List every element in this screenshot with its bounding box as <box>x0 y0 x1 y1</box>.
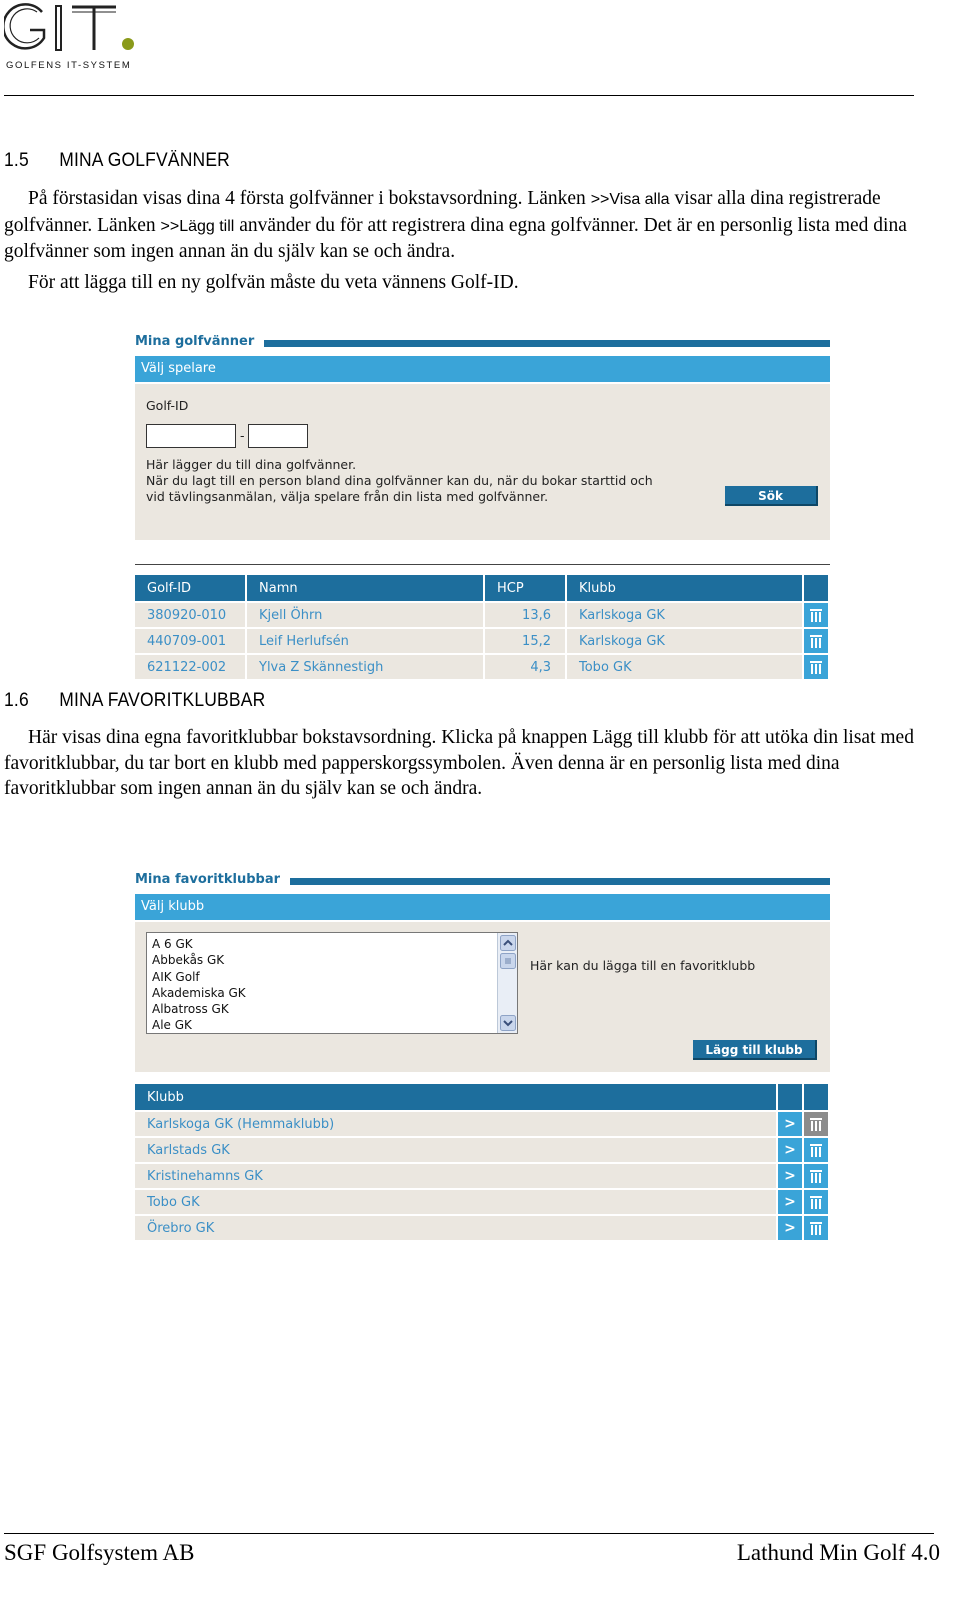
open-club-button[interactable] <box>778 1110 804 1136</box>
clubs-description-text: Här visas dina egna favoritklubbar bokstavsordning. Klicka på knappen Lägg till klubb för att utöka din lisat med favoritklubbar, du tar bort en klubb med papperskorgssymbolen. Även denna är en personlig lista med dina favoritklubbar som ingen annan än du själv kan se och ändra. <box>4 727 914 799</box>
golf-id-cell[interactable]: 621122-002 <box>135 653 247 679</box>
column-header: Golf-ID <box>135 575 247 601</box>
golf-id-note: För att lägga till en ny golfvän måste du veta vännens Golf-ID. <box>28 271 519 293</box>
trash-icon <box>810 634 822 648</box>
add-club-help: Här kan du lägga till en favoritklubb <box>530 958 756 973</box>
table-row <box>135 1188 830 1214</box>
golf-id-input-number[interactable] <box>248 424 308 448</box>
trash-icon <box>810 1221 822 1235</box>
search-button[interactable]: Sök <box>725 486 818 506</box>
column-header: Namn <box>247 575 485 601</box>
clubs-table <box>135 1084 830 1240</box>
table-row <box>135 601 830 627</box>
table-row <box>135 1214 830 1240</box>
trash-icon <box>810 1169 822 1183</box>
logo-subtitle: GOLFENS IT-SYSTEM <box>6 60 132 71</box>
table-row <box>135 653 830 679</box>
golf-id-input-date[interactable] <box>146 424 236 448</box>
add-club-button[interactable]: Lägg till klubb <box>693 1040 817 1060</box>
open-club-button[interactable] <box>778 1214 804 1240</box>
list-item[interactable]: A 6 GK <box>152 937 193 951</box>
help-line: Här lägger du till dina golfvänner. <box>146 457 357 472</box>
column-header-empty <box>778 1084 804 1110</box>
footer-doc-title: Lathund Min Golf 4.0 <box>736 1540 940 1565</box>
section-title: MINA FAVORITKLUBBAR <box>59 690 266 711</box>
trash-icon <box>810 608 822 622</box>
hcp-cell: 4,3 <box>485 653 567 679</box>
table-row <box>135 1136 830 1162</box>
chevron-right-icon: > <box>784 1194 796 1210</box>
hcp-cell: 15,2 <box>485 627 567 653</box>
golf-id-cell[interactable]: 380920-010 <box>135 601 247 627</box>
friends-table <box>135 575 830 679</box>
club-cell[interactable]: Karlskoga GK (Hemmaklubb) <box>135 1110 778 1136</box>
delete-club-button[interactable] <box>804 1162 830 1188</box>
friends-widget-screenshot <box>135 334 830 679</box>
footer-company: SGF Golfsystem AB <box>4 1540 195 1565</box>
text-segment: På förstasidan visas dina 4 första golfvänner i bokstavsordning. Länken <box>28 188 591 209</box>
club-cell[interactable]: Karlskoga GK <box>567 627 804 653</box>
club-options <box>152 936 246 1034</box>
table-header-row <box>135 575 830 601</box>
chevron-right-icon: > <box>784 1116 796 1132</box>
visa-alla-link-mention: >>Visa alla <box>590 191 670 208</box>
lagg-till-link-mention: >>Lägg till <box>160 217 235 235</box>
git-logo-mark <box>4 2 136 54</box>
delete-club-button-disabled <box>804 1110 830 1136</box>
header-divider <box>4 95 914 96</box>
table-row <box>135 627 830 653</box>
open-club-button[interactable] <box>778 1162 804 1188</box>
chevron-right-icon: > <box>784 1220 796 1236</box>
widget-title: Mina favoritklubbar <box>135 872 290 887</box>
panel-header: Välj spelare <box>135 356 830 382</box>
text-segment: visar alla dina registrerade golfvänner. Länken <box>4 188 881 236</box>
delete-friend-button[interactable] <box>804 627 830 653</box>
list-item[interactable]: Albatross GK <box>152 1002 229 1017</box>
panel-header: Välj klubb <box>135 894 830 920</box>
column-header-empty <box>804 575 830 601</box>
scroll-up-icon[interactable] <box>500 935 516 951</box>
help-text <box>146 457 666 505</box>
section-heading-friends <box>4 150 230 172</box>
column-header: Klubb <box>135 1084 778 1110</box>
scroll-down-icon[interactable] <box>500 1015 516 1031</box>
table-row <box>135 1162 830 1188</box>
column-header: HCP <box>485 575 567 601</box>
add-friend-panel <box>135 384 830 540</box>
golf-id-separator: - <box>240 428 245 443</box>
chevron-right-icon: > <box>784 1142 796 1158</box>
delete-club-button[interactable] <box>804 1214 830 1240</box>
club-cell[interactable]: Kristinehamns GK <box>135 1162 778 1188</box>
golf-id-label: Golf-ID <box>146 398 189 413</box>
clubs-description <box>4 725 944 802</box>
section-number: 1.6 <box>4 690 29 711</box>
column-header: Klubb <box>567 575 804 601</box>
chevron-right-icon: > <box>784 1168 796 1184</box>
list-item[interactable]: AIK Golf <box>152 969 200 984</box>
text-segment: använder du för att registrera dina egna golfvänner. Det är en personlig lista med dina golfvänner som ingen annan än du själv kan se och ändra. <box>4 214 907 262</box>
delete-friend-button[interactable] <box>804 653 830 679</box>
column-header-empty <box>804 1084 830 1110</box>
section-title: MINA GOLFVÄNNER <box>59 150 231 171</box>
golf-id-cell[interactable]: 440709-001 <box>135 627 247 653</box>
divider <box>135 564 830 565</box>
delete-club-button[interactable] <box>804 1136 830 1162</box>
scroll-thumb-icon[interactable] <box>500 953 516 969</box>
club-cell[interactable]: Karlstads GK <box>135 1136 778 1162</box>
add-club-panel <box>135 922 830 1072</box>
list-item[interactable]: Abbekås GK <box>152 953 225 968</box>
open-club-button[interactable] <box>778 1188 804 1214</box>
name-cell[interactable]: Ylva Z Skännestigh <box>247 653 485 679</box>
club-cell[interactable]: Tobo GK <box>135 1188 778 1214</box>
delete-club-button[interactable] <box>804 1188 830 1214</box>
open-club-button[interactable] <box>778 1136 804 1162</box>
help-line: När du lagt till en person bland dina golfvänner kan du, när du bokar starttid och vid tävlingsanmälan, välja spelare från din lista med golfvänner. <box>146 473 653 504</box>
widget-title-bar <box>135 872 830 894</box>
hcp-cell: 13,6 <box>485 601 567 627</box>
trash-icon <box>810 1195 822 1209</box>
list-item[interactable]: Ale GK <box>152 1018 192 1033</box>
list-item[interactable]: Akademiska GK <box>152 985 246 1000</box>
clubs-widget-screenshot <box>135 872 830 1240</box>
git-logo <box>4 2 144 74</box>
section-heading-clubs <box>4 690 265 712</box>
section-number: 1.5 <box>4 150 29 171</box>
delete-friend-button[interactable] <box>804 601 830 627</box>
trash-icon <box>810 1143 822 1157</box>
club-cell[interactable]: Karlskoga GK <box>567 601 804 627</box>
trash-icon <box>810 1117 822 1131</box>
table-header-row <box>135 1084 830 1110</box>
name-cell[interactable]: Kjell Öhrn <box>247 601 485 627</box>
scrollbar[interactable] <box>497 933 517 1033</box>
name-cell[interactable]: Leif Herlufsén <box>247 627 485 653</box>
friends-description <box>4 186 944 295</box>
widget-title-bar <box>135 334 830 356</box>
club-cell[interactable]: Örebro GK <box>135 1214 778 1240</box>
trash-icon <box>810 660 822 674</box>
table-row <box>135 1110 830 1136</box>
club-listbox[interactable] <box>146 932 518 1034</box>
club-cell[interactable]: Tobo GK <box>567 653 804 679</box>
widget-title: Mina golfvänner <box>135 334 264 349</box>
footer-divider <box>4 1533 934 1534</box>
